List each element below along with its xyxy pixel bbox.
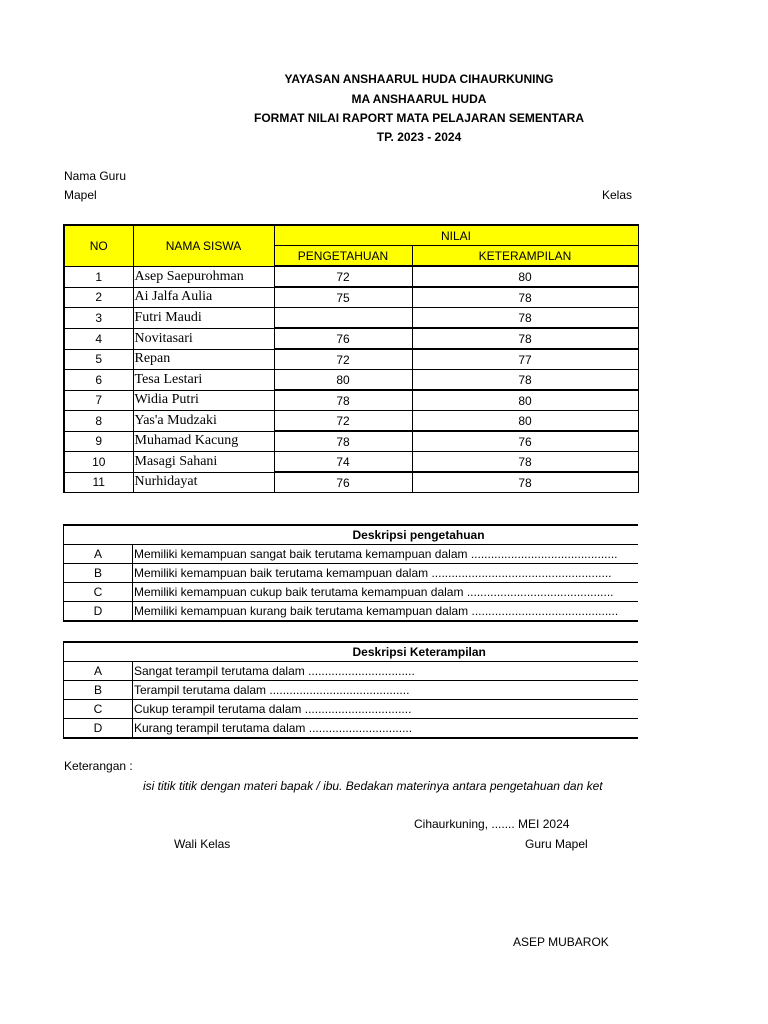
row-keterampilan: 80 (412, 411, 638, 432)
desc-pengetahuan-grade: C (64, 583, 133, 602)
table-row (64, 287, 638, 308)
col-header-nilai: NILAI (274, 225, 638, 246)
row-pengetahuan: 72 (274, 349, 412, 370)
row-nama: Repan (133, 349, 274, 370)
row-nama: Widia Putri (133, 390, 274, 411)
guru-mapel-label: Guru Mapel (525, 837, 588, 851)
row-keterampilan: 78 (412, 328, 638, 349)
table-row (64, 349, 638, 370)
desc-pengetahuan-row (64, 583, 638, 602)
kelas-label: Kelas (602, 188, 633, 202)
row-no: 11 (64, 472, 133, 493)
row-pengetahuan: 72 (274, 411, 412, 432)
row-pengetahuan: 76 (274, 472, 412, 493)
row-no: 4 (64, 328, 133, 349)
row-no: 10 (64, 452, 133, 473)
mapel-label: Mapel (64, 188, 97, 202)
desc-pengetahuan-text: Memiliki kemampuan sangat baik terutama kemampuan dalam ............................................ (133, 545, 638, 564)
table-row (64, 266, 638, 287)
col-header-nama: NAMA SISWA (133, 225, 274, 266)
grade-table (63, 224, 639, 493)
row-keterampilan: 80 (412, 390, 638, 411)
table-row (64, 431, 638, 452)
desc-keterampilan-row (64, 681, 638, 700)
row-keterampilan: 77 (412, 349, 638, 370)
row-nama: Nurhidayat (133, 472, 274, 493)
row-keterampilan: 78 (412, 308, 638, 329)
row-no: 7 (64, 390, 133, 411)
col-header-pengetahuan: PENGETAHUAN (274, 246, 412, 267)
table-row (64, 472, 638, 493)
desc-keterampilan-row (64, 700, 638, 719)
row-keterampilan: 78 (412, 287, 638, 308)
row-keterampilan: 76 (412, 431, 638, 452)
row-nama: Ai Jalfa Aulia (133, 287, 274, 308)
row-pengetahuan: 76 (274, 328, 412, 349)
row-nama: Yas'a Mudzaki (133, 411, 274, 432)
desc-keterampilan-title: Deskripsi Keterampilan (133, 642, 638, 662)
desc-keterampilan-grade: B (64, 681, 133, 700)
desc-keterampilan-row (64, 662, 638, 681)
row-pengetahuan (274, 308, 412, 329)
school-name: MA ANSHAARUL HUDA (351, 92, 487, 106)
row-pengetahuan: 75 (274, 287, 412, 308)
desc-pengetahuan-text: Memiliki kemampuan kurang baik terutama kemampuan dalam ............................................ (133, 602, 638, 622)
grade-table-body (64, 266, 638, 493)
col-header-keterampilan: KETERAMPILAN (412, 246, 638, 267)
desc-pengetahuan-text: Memiliki kemampuan baik terutama kemampuan dalam ...................................................... (133, 564, 638, 583)
document-title: FORMAT NILAI RAPORT MATA PELAJARAN SEMENTARA (254, 111, 584, 125)
place-date: Cihaurkuning, ....... MEI 2024 (414, 817, 570, 831)
table-row (64, 452, 638, 473)
desc-keterampilan-grade: C (64, 700, 133, 719)
desc-pengetahuan-title: Deskripsi pengetahuan (133, 525, 638, 545)
keterangan-note: isi titik titik dengan materi bapak / ibu. Bedakan materinya antara pengetahuan dan ket (143, 779, 603, 793)
row-no: 1 (64, 266, 133, 287)
row-keterampilan: 78 (412, 370, 638, 391)
row-nama: Tesa Lestari (133, 370, 274, 391)
desc-keterampilan-table (63, 641, 638, 739)
row-pengetahuan: 78 (274, 431, 412, 452)
table-row (64, 411, 638, 432)
row-keterampilan: 78 (412, 452, 638, 473)
desc-keterampilan-grade: D (64, 719, 133, 739)
academic-year: TP. 2023 - 2024 (376, 130, 462, 144)
school-foundation-title: YAYASAN ANSHAARUL HUDA CIHAURKUNING (284, 72, 554, 86)
table-row (64, 370, 638, 391)
nama-guru-label: Nama Guru (64, 169, 127, 183)
row-pengetahuan: 80 (274, 370, 412, 391)
keterangan-label: Keterangan : (64, 759, 133, 773)
desc-keterampilan-row (64, 719, 638, 739)
desc-keterampilan-body (64, 662, 638, 739)
desc-keterampilan-text: Cukup terampil terutama dalam ................................ (133, 700, 638, 719)
desc-keterampilan-grade: A (64, 662, 133, 681)
row-keterampilan: 80 (412, 266, 638, 287)
row-no: 9 (64, 431, 133, 452)
desc-pengetahuan-grade: A (64, 545, 133, 564)
col-header-no: NO (64, 225, 133, 266)
row-nama: Novitasari (133, 328, 274, 349)
row-nama: Asep Saepurohman (133, 266, 274, 287)
desc-keterampilan-text: Terampil terutama dalam .......................................... (133, 681, 638, 700)
desc-keterampilan-text: Sangat terampil terutama dalam ................................ (133, 662, 638, 681)
row-pengetahuan: 74 (274, 452, 412, 473)
desc-pengetahuan-grade: D (64, 602, 133, 622)
row-no: 2 (64, 287, 133, 308)
row-nama: Masagi Sahani (133, 452, 274, 473)
row-pengetahuan: 78 (274, 390, 412, 411)
row-keterampilan: 78 (412, 472, 638, 493)
desc-pengetahuan-row (64, 564, 638, 583)
desc-pengetahuan-grade: B (64, 564, 133, 583)
desc-pengetahuan-row (64, 602, 638, 622)
table-row (64, 390, 638, 411)
desc-pengetahuan-table (63, 524, 638, 622)
desc-pengetahuan-text: Memiliki kemampuan cukup baik terutama kemampuan dalam ............................................ (133, 583, 638, 602)
table-row (64, 308, 638, 329)
desc-pengetahuan-row (64, 545, 638, 564)
row-nama: Muhamad Kacung (133, 431, 274, 452)
wali-kelas-label: Wali Kelas (174, 837, 231, 851)
desc-pengetahuan-body (64, 545, 638, 622)
row-nama: Futri Maudi (133, 308, 274, 329)
row-pengetahuan: 72 (274, 266, 412, 287)
row-no: 3 (64, 308, 133, 329)
signer-name: ASEP MUBAROK (513, 935, 609, 949)
row-no: 8 (64, 411, 133, 432)
desc-keterampilan-text: Kurang terampil terutama dalam ............................... (133, 719, 638, 739)
row-no: 6 (64, 370, 133, 391)
table-row (64, 328, 638, 349)
row-no: 5 (64, 349, 133, 370)
